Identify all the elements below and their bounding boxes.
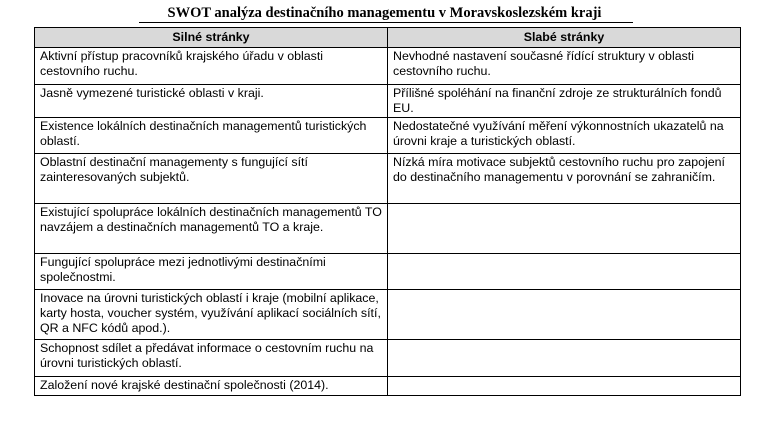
strength-cell: Inovace na úrovni turistických oblastí i kraje (mobilní aplikace, karty hosta, voucher systém, využívání aplikací sociálních sítí, QR a NFC kódů apod.). — [35, 290, 388, 340]
weakness-cell: Přílišné spoléhání na finanční zdroje ze strukturálních fondů EU. — [388, 85, 741, 118]
strength-cell: Oblastní destinační managementy s fungující sítí zainteresovaných subjektů. — [35, 154, 388, 204]
table-row — [35, 377, 741, 396]
strength-cell: Existující spolupráce lokálních destinačních managementů TO navzájem a destinačních managementů TO a kraje. — [35, 204, 388, 254]
table-row — [35, 118, 741, 154]
weakness-cell: Nízká míra motivace subjektů cestovního ruchu pro zapojení do destinačního managementu v porovnání se zahraničím. — [388, 154, 741, 204]
weakness-cell — [388, 340, 741, 377]
strength-cell: Fungující spolupráce mezi jednotlivými destinačními společnostmi. — [35, 254, 388, 290]
swot-table — [34, 27, 741, 396]
header-strengths: Silné stránky — [35, 28, 388, 48]
title-underline — [139, 22, 633, 23]
weakness-cell: Nevhodné nastavení současné řídící struktury v oblasti cestovního ruchu. — [388, 48, 741, 85]
weakness-cell — [388, 254, 741, 290]
table-row — [35, 254, 741, 290]
table-row — [35, 85, 741, 118]
document-title: SWOT analýza destinačního managementu v Moravskoslezském kraji — [167, 5, 602, 21]
header-row — [35, 28, 741, 48]
table-row — [35, 48, 741, 85]
weakness-cell — [388, 204, 741, 254]
strength-cell: Založení nové krajské destinační společnosti (2014). — [35, 377, 388, 396]
header-weaknesses: Slabé stránky — [388, 28, 741, 48]
strength-cell: Aktivní přístup pracovníků krajského úřadu v oblasti cestovního ruchu. — [35, 48, 388, 85]
strength-cell: Jasně vymezené turistické oblasti v kraji. — [35, 85, 388, 118]
table-row — [35, 290, 741, 340]
strength-cell: Schopnost sdílet a předávat informace o cestovním ruchu na úrovni turistických oblastí. — [35, 340, 388, 377]
strength-cell: Existence lokálních destinačních managementů turistických oblastí. — [35, 118, 388, 154]
weakness-cell: Nedostatečné využívání měření výkonnostních ukazatelů na úrovni kraje a turistických oblastí. — [388, 118, 741, 154]
table-row — [35, 340, 741, 377]
table-row — [35, 154, 741, 204]
weakness-cell — [388, 377, 741, 396]
table-row — [35, 204, 741, 254]
weakness-cell — [388, 290, 741, 340]
